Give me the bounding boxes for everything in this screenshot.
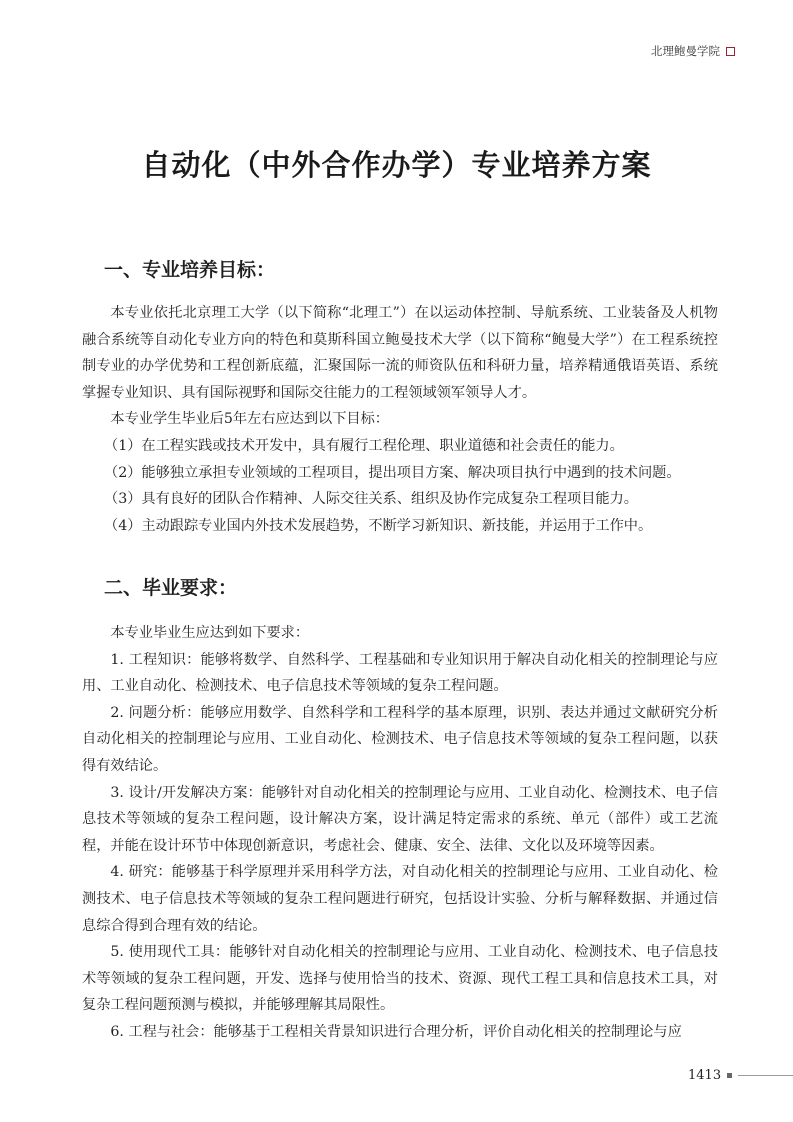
section-goals-body bbox=[82, 300, 718, 539]
folio-rule bbox=[738, 1075, 793, 1077]
running-title: 北理鲍曼学院 bbox=[651, 44, 720, 58]
requirement-item: 5. 使用现代工具：能够针对自动化相关的控制理论与应用、工业自动化、检测技术、电子信息技术等领域的复杂工程问题，开发、选择与使用恰当的技术、资源、现代工程工具和信息技术工具，对复杂工程问题预测与模拟，并能够理解其局限性。 bbox=[82, 944, 718, 1014]
folio-dot-icon bbox=[727, 1073, 732, 1078]
running-head bbox=[651, 43, 735, 59]
goal-item: （4）主动跟踪专业国内外技术发展趋势，不断学习新知识、新技能，并运用于工作中。 bbox=[104, 517, 653, 534]
section-requirements-body bbox=[82, 620, 718, 1046]
page-number: 1413 bbox=[688, 1068, 722, 1083]
paragraph: 本专业学生毕业后5年左右应达到以下目标： bbox=[110, 411, 389, 428]
page-footer bbox=[688, 1068, 793, 1083]
page-title: 自动化（中外合作办学）专业培养方案 bbox=[141, 148, 652, 182]
goal-item: （2）能够独立承担专业领域的工程项目，提出项目方案、解决项目执行中遇到的技术问题。 bbox=[104, 464, 681, 481]
requirement-item: 1. 工程知识：能够将数学、自然科学、工程基础和专业知识用于解决自动化相关的控制理论与应用、工业自动化、检测技术、电子信息技术等领域的复杂工程问题。 bbox=[82, 651, 718, 695]
square-marker-icon bbox=[726, 47, 735, 56]
paragraph: 本专业毕业生应达到如下要求： bbox=[110, 625, 310, 641]
requirement-item: 6. 工程与社会：能够基于工程相关背景知识进行合理分析，评价自动化相关的控制理论与应 bbox=[110, 1023, 682, 1040]
goal-item: （1）在工程实践或技术开发中，具有履行工程伦理、职业道德和社会责任的能力。 bbox=[104, 437, 624, 454]
section-heading-goals: 一、专业培养目标： bbox=[104, 259, 276, 281]
requirement-item: 4. 研究：能够基于科学原理并采用科学方法，对自动化相关的控制理论与应用、工业自动化、检测技术、电子信息技术等领域的复杂工程问题进行研究，包括设计实验、分析与解释数据、并通过信息综合得到合理有效的结论。 bbox=[82, 864, 718, 934]
goal-item: （3）具有良好的团队合作精神、人际交往关系、组织及协作完成复杂工程项目能力。 bbox=[104, 491, 638, 508]
section-heading-requirements: 二、毕业要求： bbox=[104, 577, 238, 599]
paragraph: 本专业依托北京理工大学（以下简称“北理工”）在以运动体控制、导航系统、工业装备及人机物融合系统等自动化专业方向的特色和莫斯科国立鲍曼技术大学（以下简称“鲍曼大学”）在工程系统控制专业的办学优势和工程创新底蕴，汇聚国际一流的师资队伍和科研力量，培养精通俄语英语、系统掌握专业知识、具有国际视野和国际交往能力的工程领域领军领导人才。 bbox=[82, 305, 718, 401]
requirement-item: 2. 问题分析：能够应用数学、自然科学和工程科学的基本原理，识别、表达并通过文献研究分析自动化相关的控制理论与应用、工业自动化、检测技术、电子信息技术等领域的复杂工程问题，以获得有效结论。 bbox=[82, 704, 718, 774]
requirement-item: 3. 设计/开发解决方案：能够针对自动化相关的控制理论与应用、工业自动化、检测技术、电子信息技术等领域的复杂工程问题，设计解决方案，设计满足特定需求的系统、单元（部件）或工艺流程，并能在设计环节中体现创新意识，考虑社会、健康、安全、法律、文化以及环境等因素。 bbox=[82, 784, 718, 854]
